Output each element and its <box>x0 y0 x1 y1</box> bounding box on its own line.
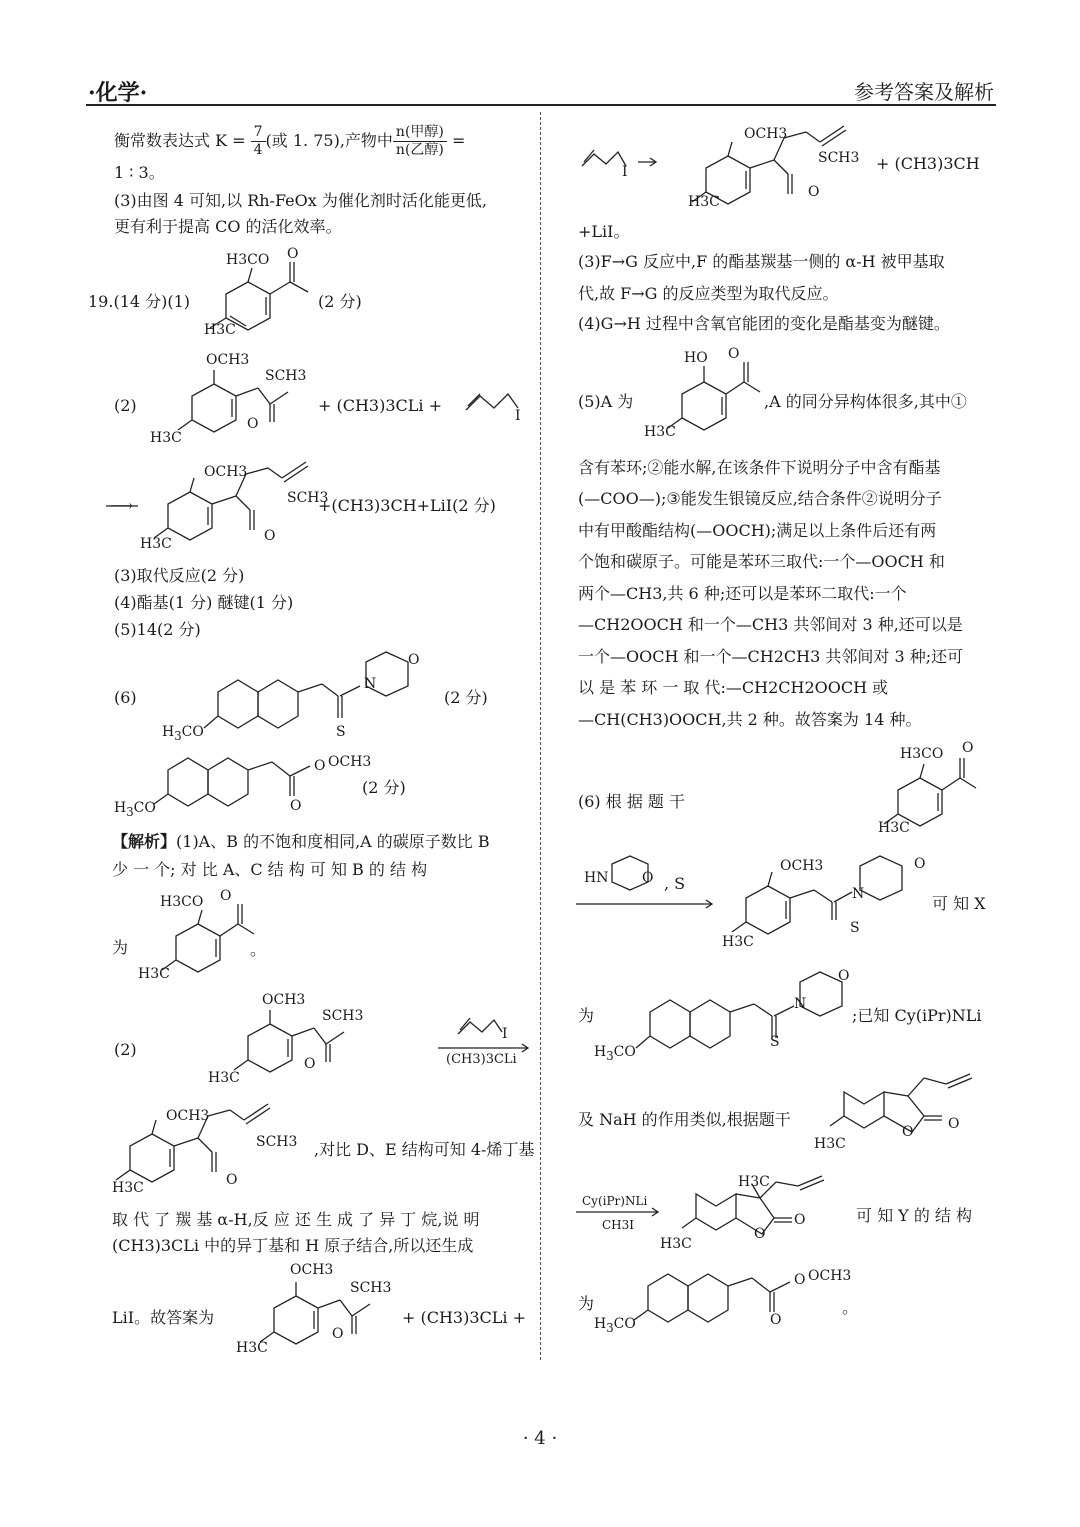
n-label: N <box>364 676 377 692</box>
sch3-label: SCH3 <box>322 1008 364 1024</box>
s-label: S <box>336 724 346 740</box>
analysis-line-5: ,对比 D、E 结构可知 4-烯丁基 <box>314 1140 535 1159</box>
o-label: O <box>838 968 850 984</box>
hn-label: HN <box>584 870 609 886</box>
o-label: O <box>914 856 926 872</box>
left-line-2: 1 ∶ 3。 <box>114 163 165 182</box>
right-line-21-pre: 为 <box>578 1294 595 1313</box>
answer-2-plus: + (CH3)3CLi + <box>318 396 443 415</box>
answer-3: (3)取代反应(2 分) <box>114 566 245 585</box>
h3co-label: $H_3CO$ <box>114 800 156 819</box>
o-label: O <box>287 246 299 262</box>
right-line-3: (3)F→G 反应中,F 的酯基羰基一侧的 α-H 被甲基取 <box>578 252 945 271</box>
h3c-label: H3C <box>814 1136 846 1152</box>
h3c-label: H3C <box>660 1236 692 1252</box>
h3c-label: H3C <box>138 966 170 982</box>
o-label: O <box>408 652 420 668</box>
o-label: O <box>770 1312 782 1328</box>
i-label: I <box>515 408 521 424</box>
s-label: S <box>770 1034 780 1050</box>
header-section: 参考答案及解析 <box>854 80 994 104</box>
h3c-label: H3C <box>878 820 910 836</box>
right-line-5: (4)G→H 过程中含氧官能团的变化是酯基变为醚键。 <box>578 314 950 333</box>
analysis-line-2: 少 一 个; 对 比 A、C 结 构 可 知 B 的 结 构 <box>112 860 428 879</box>
left-line-1: 衡常数表达式 K = $\frac{7}{4}$ (或 1. 75),产物中 $\frac{\text{n(甲醇)}}{\text{n(乙醇)}}$ = <box>114 124 466 158</box>
analysis-line-6: 取 代 了 羰 基 α-H,反 应 还 生 成 了 异 丁 烷,说 明 <box>112 1210 480 1229</box>
right-line-6-pre: (5)A 为 <box>578 392 634 411</box>
reaction-arrow-glyph: ⟶ <box>110 496 133 515</box>
h3c-label: H3C <box>738 1174 770 1190</box>
h3c-label: H3C <box>644 424 676 440</box>
h3c-label: H3C <box>208 1070 240 1086</box>
header-rule <box>86 104 996 106</box>
o-label: O <box>304 1056 316 1072</box>
structure-x-answer <box>190 640 430 750</box>
header-subject: ·化学· <box>88 80 148 106</box>
right-line-10: 个饱和碳原子。可能是苯环三取代:一个—OOCH 和 <box>578 552 945 571</box>
ome-label: OCH3 <box>166 1108 210 1124</box>
question-19: 19.(14 分)(1) <box>88 292 191 311</box>
right-line-16: (6) 根 据 题 干 <box>578 792 686 811</box>
h3c-label: H3C <box>204 322 236 338</box>
right-line-18-post: ;已知 Cy(iPr)NLi <box>852 1006 982 1025</box>
ome-label: OCH3 <box>204 464 248 480</box>
structure-benzofuranone <box>820 1070 1000 1160</box>
analysis-line-3-post: 。 <box>250 940 267 959</box>
meo-label: H3CO <box>900 746 944 762</box>
analysis-2-label: (2) <box>114 1040 137 1059</box>
right-line-21-post: 。 <box>842 1298 859 1317</box>
ome-label: OCH3 <box>290 1262 334 1278</box>
analysis-line-7: (CH3)3CLi 中的异丁基和 H 原子结合,所以还生成 <box>112 1236 474 1255</box>
i-label: I <box>502 1026 508 1042</box>
o-label: O <box>220 888 232 904</box>
right-line-13: 一个—OOCH 和一个—CH2CH3 共邻间对 3 种;还可 <box>578 647 964 666</box>
right-line-17-cond: , S <box>664 874 686 893</box>
structure-x-phenyl <box>720 842 930 947</box>
sch3-label: SCH3 <box>265 368 307 384</box>
ester-ome-label: OCH3 <box>328 754 372 770</box>
score-6a: (2 分) <box>444 688 488 707</box>
o-label: O <box>754 1226 766 1242</box>
sch3-label: SCH3 <box>818 150 860 166</box>
o-label: O <box>290 798 302 814</box>
h3co-label: $H_3CO$ <box>594 1316 636 1335</box>
reaction-arrow <box>104 448 144 468</box>
h3c-label: H3C <box>140 536 172 552</box>
right-line-8: (—COO—);③能发生银镜反应,结合条件②说明分子 <box>578 489 942 508</box>
sch3-label: SCH3 <box>287 490 329 506</box>
iodobutene-right <box>578 140 658 190</box>
o-label: O <box>902 1124 914 1140</box>
h3c-label: H3C <box>236 1340 268 1356</box>
meo-label: H3CO <box>226 252 270 268</box>
score-6b: (2 分) <box>362 778 406 797</box>
analysis-line-3-pre: 为 <box>112 938 129 957</box>
right-line-6-post: ,A 的同分异构体很多,其中① <box>764 392 967 411</box>
right-line-4: 代,故 F→G 的反应类型为取代反应。 <box>578 284 839 303</box>
o-label: O <box>794 1272 806 1288</box>
answer-5: (5)14(2 分) <box>114 620 201 639</box>
cond-bottom: CH3I <box>602 1218 635 1232</box>
h3c-label: H3C <box>688 194 720 210</box>
ome-label: OCH3 <box>780 858 824 874</box>
right-line-14: 以 是 苯 环 一 取 代:—CH2CH2OOCH 或 <box>578 678 889 697</box>
score-1: (2 分) <box>318 292 362 311</box>
right-line-12: —CH2OOCH 和一个—CH3 共邻间对 3 种,还可以是 <box>578 615 963 634</box>
answer-2-tail: +(CH3)3CH+LiI(2 分) <box>318 496 496 515</box>
analysis-line-8-pre: LiI。故答案为 <box>112 1308 215 1327</box>
o-label: O <box>948 1116 960 1132</box>
h3c-label: H3C <box>722 934 754 950</box>
right-line-7: 含有苯环;②能水解,在该条件下说明分子中含有酯基 <box>578 458 941 477</box>
structure-a <box>660 340 770 440</box>
column-divider <box>540 112 541 1360</box>
o-label: O <box>332 1326 344 1342</box>
n-label: N <box>794 996 807 1012</box>
o-label: O <box>226 1172 238 1188</box>
k-fraction: $\frac{7}{4}$ <box>251 124 266 159</box>
right-line-11: 两个—CH3,共 6 种;还可以是苯环二取代:一个 <box>578 584 907 603</box>
analysis-line-8-post: + (CH3)3CLi + <box>402 1308 527 1327</box>
h3co-label: $H_3CO$ <box>594 1044 636 1063</box>
o-label: O <box>264 528 276 544</box>
o-label: O <box>642 870 654 886</box>
page-number: · 4 · <box>522 1428 558 1449</box>
o-label: O <box>728 346 740 362</box>
ho-label: HO <box>684 350 708 366</box>
iodobutene <box>462 386 532 426</box>
left-line-4: 更有利于提高 CO 的活化效率。 <box>114 217 342 236</box>
sch3-label: SCH3 <box>350 1280 392 1296</box>
right-line-20-post: 可 知 Y 的 结 构 <box>856 1206 972 1225</box>
answer-4: (4)酯基(1 分) 醚键(1 分) <box>114 593 294 612</box>
h3co-label: $H_3CO$ <box>162 724 204 743</box>
structure-x-naphthyl <box>622 960 862 1070</box>
ratio-fraction: $\frac{\text{n(甲醇)}}{\text{n(乙醇)}}$ <box>393 124 447 159</box>
h3c-label: H3C <box>150 430 182 446</box>
right-line-15: —CH(CH3)OOCH,共 2 种。故答案为 14 种。 <box>578 710 922 729</box>
o-label: O <box>794 1212 806 1228</box>
right-line-18-pre: 为 <box>578 1006 595 1025</box>
ome-label: OCH3 <box>262 992 306 1008</box>
ome-label: OCH3 <box>206 352 250 368</box>
right-line-9: 中有甲酸酯结构(—OOCH);满足以上条件后还有两 <box>578 521 937 540</box>
ester-ome-label: OCH3 <box>808 1268 852 1284</box>
answer-2-label: (2) <box>114 396 137 415</box>
left-line-3: (3)由图 4 可知,以 Rh-FeOx 为催化剂时活化能更低, <box>114 191 487 210</box>
n-label: N <box>852 886 865 902</box>
o-label: O <box>962 740 974 756</box>
answer-6-label: (6) <box>114 688 137 707</box>
h3c-label: H3C <box>112 1180 144 1196</box>
right-line-19: 及 NaH 的作用类似,根据题干 <box>578 1110 791 1129</box>
o-label: O <box>247 416 259 432</box>
analysis-line-1: 【解析】(1)A、B 的不饱和度相同,A 的碳原子数比 B <box>112 832 490 851</box>
i-label: I <box>622 164 628 180</box>
right-line-2: +LiI。 <box>578 222 630 241</box>
cond-top: Cy(iPr)NLi <box>582 1194 648 1208</box>
right-line-1-post: + (CH3)3CH <box>876 154 980 173</box>
o-label: O <box>314 758 326 774</box>
s-label: S <box>850 920 860 936</box>
ome-label: OCH3 <box>744 126 788 142</box>
sch3-label: SCH3 <box>256 1134 298 1150</box>
meo-label: H3CO <box>160 894 204 910</box>
reagent-condition: (CH3)3CLi <box>446 1052 517 1067</box>
o-label: O <box>808 184 820 200</box>
right-line-17-post: 可 知 X <box>932 894 986 913</box>
